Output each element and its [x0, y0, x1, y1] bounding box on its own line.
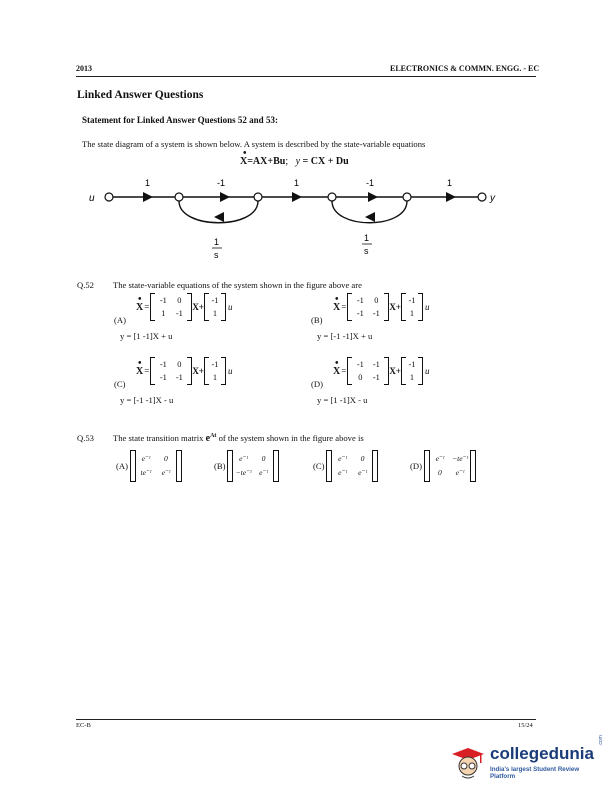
a-matrix: -1 -1 0 -1: [356, 360, 380, 382]
q52-text: The state-variable equations of the system shown in the figure above are: [113, 280, 362, 290]
footer-rule: [76, 719, 536, 720]
integrator-label-2: [362, 233, 372, 256]
state-diagram: [80, 172, 520, 272]
q52-option-label: (C): [114, 379, 126, 389]
logo-name: collegedunia: [490, 744, 594, 763]
q53-text: The state transition matrix $e^{At}$ of the system shown in the figure above is: [113, 433, 364, 444]
collegedunia-logo[interactable]: [450, 735, 604, 782]
q53-option-d[interactable]: [410, 450, 476, 482]
b-vector: -1 1: [211, 360, 219, 382]
x-dot-symbol: • X: [333, 357, 341, 377]
integrator-label-1: [212, 237, 222, 260]
q52-number: Q.52: [77, 280, 94, 290]
state-equation: • X=AX+Bu; y = CX + Du: [240, 148, 349, 167]
q52-output-equation: y = [-1 -1]X - u: [120, 395, 174, 405]
graduate-mascot-icon: [450, 744, 486, 780]
logo-suffix: .com: [598, 735, 604, 746]
q52-output-equation: y = [1 -1]X + u: [120, 331, 173, 341]
q52-option-d[interactable]: • X = -1 -1 0 -1 X+ -1 1 u (D) y = [1 -1]X - u: [311, 357, 430, 405]
q53-option-label: (A): [116, 461, 128, 471]
x-dot-symbol: • X: [136, 293, 144, 313]
statement-title: Statement for Linked Answer Questions 52 and 53:: [82, 115, 278, 125]
q53-option-label: (B): [214, 461, 226, 471]
gain-5: 1: [447, 178, 453, 188]
gain-2: -1: [217, 178, 226, 188]
gain-1: 1: [145, 178, 151, 188]
header-rule: [76, 76, 536, 77]
q52-option-b[interactable]: • X = -1 0 -1 -1 X+ -1 1 u (B) y = [-1 -1]X + u: [311, 293, 430, 341]
footer-right: 15/24: [518, 722, 533, 729]
header-year: 2013: [76, 64, 92, 73]
q53-number: Q.53: [77, 433, 94, 443]
a-matrix: -1 0 1 -1: [159, 296, 183, 318]
q52-option-label: (D): [311, 379, 323, 389]
b-vector: -1 1: [211, 296, 219, 318]
section-title: Linked Answer Questions: [77, 89, 204, 101]
transition-matrix: e⁻ᵗ 0 −te⁻ᵗ e⁻ᵗ: [235, 454, 268, 477]
x-dot-symbol: • X: [136, 357, 144, 377]
a-matrix: -1 0 -1 -1: [356, 296, 380, 318]
footer-left: EC-B: [76, 722, 91, 729]
transition-matrix: e⁻ᵗ −te⁻ᵗ 0 e⁻ᵗ: [435, 454, 468, 477]
node-u: [105, 193, 113, 201]
output-label: y: [490, 193, 495, 204]
svg-text:1: 1: [214, 237, 220, 247]
q52-output-equation: y = [1 -1]X - u: [317, 395, 368, 405]
transition-matrix: e⁻ᵗ 0 e⁻ᵗ e⁻ᵗ: [338, 454, 367, 477]
q53-option-a[interactable]: [116, 450, 182, 482]
a-matrix: -1 0 -1 -1: [159, 360, 183, 382]
b-vector: -1 1: [408, 360, 416, 382]
x-dot: • X: [240, 148, 248, 167]
q53-option-label: (C): [313, 461, 325, 471]
q52-output-equation: y = [-1 -1]X + u: [317, 331, 373, 341]
b-vector: -1 1: [408, 296, 416, 318]
node-2: [254, 193, 262, 201]
x-dot-symbol: • X: [333, 293, 341, 313]
header-subject: ELECTRONICS & COMMN. ENGG. - EC: [390, 64, 540, 73]
node-y: [478, 193, 486, 201]
q52-option-a[interactable]: • X = -1 0 1 -1 X+ -1 1 u (A) y = [1 -1]X + u: [114, 293, 233, 341]
gain-3: 1: [294, 178, 300, 188]
svg-text:1: 1: [364, 233, 370, 243]
q53-option-c[interactable]: [313, 450, 378, 482]
input-label: u: [89, 193, 95, 204]
q53-option-label: (D): [410, 461, 422, 471]
node-1: [175, 193, 183, 201]
svg-text:s: s: [214, 250, 219, 260]
intro-text: The state diagram of a system is shown below. A system is described by the state-variable equations: [82, 139, 426, 149]
svg-text:s: s: [364, 246, 369, 256]
q52-option-label: (A): [114, 315, 126, 325]
q52-option-label: (B): [311, 315, 323, 325]
transition-matrix: e⁻ᵗ 0 te⁻ᵗ e⁻ᵗ: [140, 454, 171, 477]
gain-4: -1: [366, 178, 375, 188]
q52-option-c[interactable]: • X = -1 0 -1 -1 X+ -1 1 u (C) y = [-1 -1]X - u: [114, 357, 233, 405]
logo-tagline: India's largest Student Review Platform: [490, 766, 580, 780]
node-3: [328, 193, 336, 201]
node-4: [403, 193, 411, 201]
q53-option-b[interactable]: [214, 450, 279, 482]
